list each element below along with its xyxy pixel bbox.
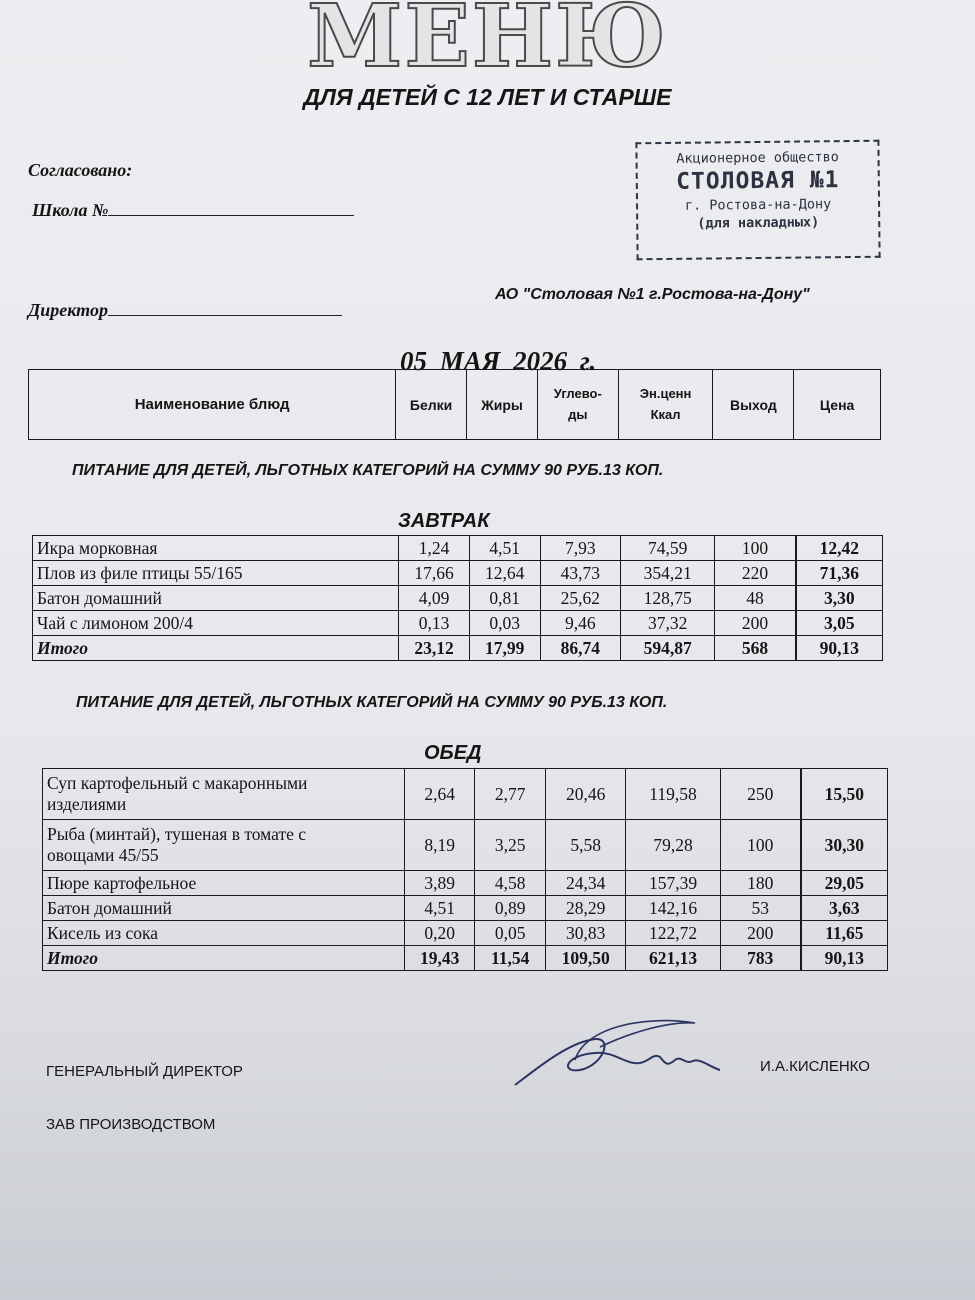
lunch-total-row: Итого 19,43 11,54 109,50 621,13 783 90,13 (43, 946, 888, 971)
menu-subtitle: ДЛЯ ДЕТЕЙ С 12 ЛЕТ И СТАРШЕ (303, 84, 672, 110)
col-header-name: Наименование блюд (29, 370, 396, 440)
handwritten-signature (505, 1015, 730, 1095)
breakfast-total-row: Итого 23,12 17,99 86,74 594,87 568 90,13 (33, 636, 883, 661)
school-label: Школа № (32, 200, 109, 220)
stamp-line-4: (для накладных) (697, 214, 820, 232)
menu-title: МЕНЮ (307, 0, 668, 87)
table-row: Батон домашний 4,51 0,89 28,29 142,16 53 3,63 (43, 896, 888, 921)
col-header-yield: Выход (713, 370, 794, 440)
lunch-title: ОБЕД (424, 742, 482, 764)
school-blank-line (108, 214, 354, 216)
table-row: Суп картофельный с макаронными изделиями 2,64 2,77 20,46 119,58 250 15,50 (43, 769, 888, 820)
director-blank-line (108, 314, 342, 316)
table-row: Батон домашний 4,09 0,81 25,62 128,75 48 3,30 (33, 586, 883, 611)
menu-date: 05 МАЯ 2026 г. (400, 346, 597, 376)
table-row: Пюре картофельное 3,89 4,58 24,34 157,39 180 29,05 (43, 871, 888, 896)
organization-name: АО "Столовая №1 г.Ростова-на-Дону" (495, 286, 810, 303)
company-stamp (635, 140, 880, 261)
breakfast-table (32, 535, 883, 661)
stamp-line-3: г. Ростова-на-Дону (684, 196, 832, 214)
production-head-label: ЗАВ ПРОИЗВОДСТВОМ (46, 1116, 216, 1133)
table-row: Кисель из сока 0,20 0,05 30,83 122,72 200 11,65 (43, 921, 888, 946)
table-row: Рыба (минтай), тушеная в томате с овощами 45/55 8,19 3,25 5,58 79,28 100 30,30 (43, 820, 888, 871)
breakfast-title: ЗАВТРАК (398, 510, 490, 532)
general-director-name: И.А.КИСЛЕНКО (760, 1058, 870, 1075)
table-row: Икра морковная 1,24 4,51 7,93 74,59 100 12,42 (33, 536, 883, 561)
table-row: Плов из филе птицы 55/165 17,66 12,64 43,73 354,21 220 71,36 (33, 561, 883, 586)
stamp-line-2: СТОЛОВАЯ №1 (675, 166, 840, 195)
col-header-energy: Эн.ценн Ккал (618, 370, 713, 440)
table-row: Чай с лимоном 200/4 0,13 0,03 9,46 37,32 200 3,05 (33, 611, 883, 636)
stamp-line-1: Акционерное общество (676, 149, 839, 167)
lunch-table (42, 768, 888, 971)
col-header-fat: Жиры (467, 370, 538, 440)
subsidy-note-lunch: ПИТАНИЕ ДЛЯ ДЕТЕЙ, ЛЬГОТНЫХ КАТЕГОРИЙ НА СУММУ 90 РУБ.13 КОП. (76, 694, 668, 711)
agreed-label: Согласовано: (28, 160, 133, 180)
general-director-label: ГЕНЕРАЛЬНЫЙ ДИРЕКТОР (46, 1063, 243, 1080)
col-header-price: Цена (794, 370, 881, 440)
director-field (28, 300, 342, 321)
col-header-carbs: Углево- ды (537, 370, 618, 440)
director-label: Директор (28, 300, 108, 320)
col-header-protein: Белки (396, 370, 467, 440)
menu-header-table (28, 369, 881, 440)
school-field (32, 200, 354, 221)
subsidy-note-breakfast: ПИТАНИЕ ДЛЯ ДЕТЕЙ, ЛЬГОТНЫХ КАТЕГОРИЙ НА СУММУ 90 РУБ.13 КОП. (72, 462, 664, 479)
